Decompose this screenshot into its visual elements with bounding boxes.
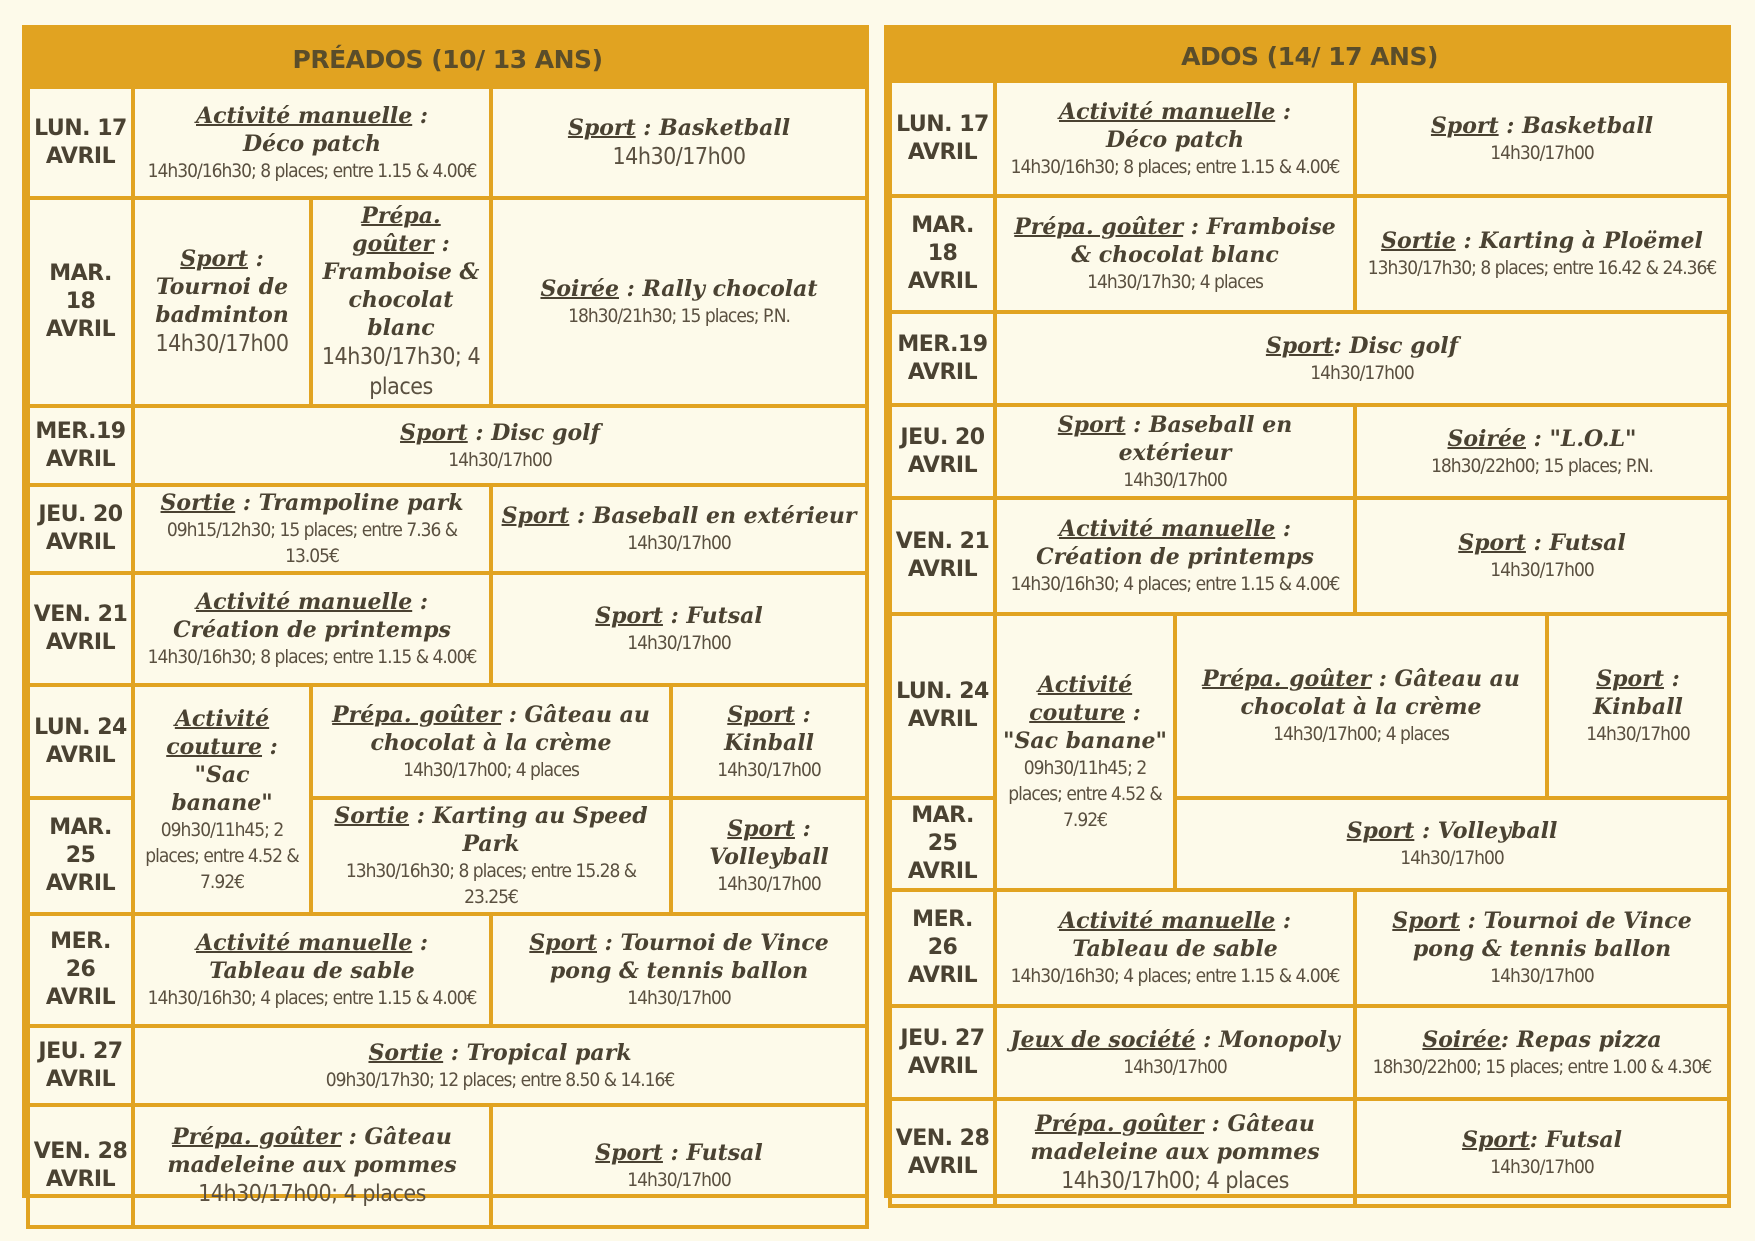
activity-sep: : [434,231,450,257]
day-label: VEN. 28 AVRIL [890,1099,995,1206]
activity-info: 14h30/17h00 [627,1169,731,1191]
activity-info: 14h30/17h00 [1123,468,1227,491]
activity-category: Sport [1265,332,1334,359]
activity-category: Sport [1057,411,1126,438]
activity-cell [1355,81,1729,196]
activity-category: Sport [1392,908,1460,934]
activity-name: Tournoi de Vince pong & tennis ballon [1412,908,1692,962]
activity-category: Soirée [1447,425,1526,452]
activity-info: 09h30/17h30; 12 places; entre 8.50 & 14.16€ [325,1068,675,1091]
activity-cell [491,198,867,406]
activity-category: Sortie [368,1039,444,1066]
activity-sep: : [1414,818,1438,844]
activity-name: Baseball en extérieur [1118,411,1293,466]
activity-sep: : [412,930,428,956]
activity-info: 14h30/16h30; 8 places; entre 1.15 & 4.00€ [1010,155,1340,178]
activity-name: Disc golf [1349,332,1459,359]
activity-name: Gâteau au chocolat à la crème [1240,666,1520,720]
day-label: MAR. 25 AVRIL [28,798,133,914]
activity-sep: : [1663,666,1680,692]
day-label: VEN. 21 AVRIL [28,573,133,685]
activity-info: 13h30/17h30; 8 places; entre 16.42 & 24.36€ [1367,257,1717,279]
activity-cell [491,1105,867,1227]
activity-category: Activité manuelle [196,930,413,956]
preados-table [26,29,869,1229]
activity-cell [671,798,867,914]
activity-category: Sport [567,114,636,141]
activity-info: 14h30/16h30; 4 places; entre 1.15 & 4.00€ [147,987,477,1009]
activity-info: 14h30/17h00; 4 places [198,1181,426,1207]
activity-info: 14h30/17h00 [717,873,821,895]
activity-name: Trampoline park [258,490,464,516]
activity-cell [311,798,671,914]
activity-info: 14h30/17h00 [627,532,731,554]
activity-cell [491,485,867,573]
activity-cell [133,87,491,198]
ados-schedule [884,25,1731,1198]
day-label: MER. 26 AVRIL [28,914,133,1026]
activity-name: Gâteau au chocolat à la crème [370,701,650,756]
activity-category: Jeux de société [1010,1026,1196,1053]
day-label: MER. 26 AVRIL [890,890,995,1006]
activity-cell [1355,196,1729,312]
activity-name: Futsal [1549,530,1626,556]
activity-info: 18h30/21h30; 15 places; P.N. [568,305,790,327]
activity-info: 14h30/17h00 [1490,1155,1594,1178]
day-label: JEU. 20 AVRIL [890,405,995,498]
activity-sep: : [409,803,433,829]
activity-cell [1547,614,1729,798]
activity-category: Activité manuelle [196,589,413,615]
activity-info: 14h30/17h00 [1490,559,1594,581]
activity-cell [995,614,1175,890]
activity-sep: : [794,701,811,728]
activity-name: Rally chocolat [642,276,818,302]
activity-cell [491,87,867,198]
activity-sep: : [501,701,525,728]
activity-category: Prépa. goûter [1035,1110,1204,1137]
activity-cell [671,685,867,798]
activity-category: Activité manuelle [1059,908,1276,934]
day-label: MAR. 25 AVRIL [890,798,995,890]
activity-category: Activité manuelle [196,102,413,129]
activity-name: Volleyball [709,844,829,870]
activity-sep: : [1500,1026,1517,1053]
activity-category: Sortie [334,803,410,829]
activity-cell [491,573,867,685]
activity-info: 14h30/16h30; 4 places; entre 1.15 & 4.00€ [1010,573,1340,595]
day-label: LUN. 17 AVRIL [890,81,995,196]
activity-category: Soirée [540,276,619,302]
activity-info: 14h30/17h00 [1310,361,1414,384]
activity-category: Prépa. goûter [1202,666,1372,692]
activity-info: 14h30/17h00 [448,448,552,471]
activity-name: Déco patch [1106,126,1244,153]
activity-sep: : [412,589,428,615]
day-label: JEU. 27 AVRIL [890,1006,995,1099]
day-label: MER.19 AVRIL [28,406,133,485]
activity-name: Gâteau madeleine aux pommes [167,1124,457,1178]
activity-name: Karting à Ploëmel [1479,228,1703,254]
activity-category: Sport [1458,530,1526,556]
activity-info: 09h15/12h30; 15 places; entre 7.36 & 13.05€ [166,519,458,567]
activity-sep: : [618,276,643,302]
activity-sep: : [443,1039,467,1066]
activity-sep: : [1459,908,1484,934]
activity-category: Sport [1596,666,1664,692]
day-label: MAR. 18 AVRIL [890,196,995,312]
activity-sep: : [247,246,264,272]
activity-info: 14h30/17h00 [627,632,731,654]
activity-name: Karting au Speed Park [432,803,648,857]
activity-name: Framboise & chocolat blanc [1071,214,1336,268]
activity-sep: : [1529,1126,1546,1153]
activity-cell [1355,1006,1729,1099]
activity-sep: : [1333,332,1350,359]
activity-cell [995,196,1355,312]
activity-category: Prépa. goûter [1014,214,1184,240]
day-label: VEN. 21 AVRIL [890,498,995,614]
activity-category: Activité couture [1029,672,1133,726]
activity-sep: : [262,733,278,760]
activity-category: Sortie [160,490,236,516]
activity-name: Gâteau madeleine aux pommes [1030,1110,1320,1165]
activity-cell [1355,1099,1729,1206]
activity-name: Tournoi de Vince pong & tennis ballon [549,930,829,984]
day-label: LUN. 24 AVRIL [28,685,133,798]
activity-sep: : [1275,516,1291,542]
activity-category: Sport [400,419,468,446]
activity-name: "L.O.L" [1549,425,1637,452]
activity-info: 14h30/17h00; 4 places [403,758,579,781]
activity-cell [133,485,491,573]
activity-info: 13h30/16h30; 8 places; entre 15.28 & 23.25€ [345,860,637,908]
activity-category: Prépa. goûter [352,203,441,257]
activity-sep: : [662,603,687,629]
activity-category: Sport [501,503,570,529]
activity-cell [995,1099,1355,1206]
activity-info: 09h30/11h45; 2 places; entre 4.52 & 7.92€ [1008,757,1162,831]
activity-category: Sport [727,701,795,728]
activity-name: Framboise & chocolat blanc [322,259,480,341]
activity-category: Activité manuelle [1059,516,1276,542]
day-label: LUN. 24 AVRIL [890,614,995,798]
day-label: JEU. 27 AVRIL [28,1026,133,1105]
activity-info: 14h30/16h30; 8 places; entre 1.15 & 4.00€ [147,159,477,182]
activity-category: Sport [1462,1126,1530,1153]
activity-category: Prépa. goûter [172,1124,341,1150]
activity-name: Tableau de sable [1072,936,1278,962]
activity-category: Sport [1430,112,1499,139]
activity-sep: : [1526,425,1550,452]
activity-category: Sortie [1381,228,1456,254]
activity-info: 14h30/17h30; 4 places [1087,271,1263,293]
activity-category: Sport [1346,818,1415,844]
activity-sep: : [467,419,492,446]
activity-name: Tournoi de badminton [155,274,289,328]
activity-sep: : [1183,214,1207,240]
activity-category: Sport [727,816,795,842]
activity-sep: : [1203,1110,1228,1137]
activity-category: Prépa. goûter [332,701,502,728]
activity-sep: : [1275,98,1291,125]
preados-schedule [22,25,869,1207]
activity-name: Baseball en extérieur [592,503,857,529]
activity-cell [133,914,491,1026]
ados-table [888,29,1731,1208]
activity-info: 14h30/17h00 [612,143,746,170]
activity-cell [133,573,491,685]
activity-name: Tropical park [466,1039,632,1066]
activity-sep: : [569,503,593,529]
activity-info: 14h30/17h00 [717,758,821,781]
activity-sep: : [235,490,259,516]
activity-name: "Sac banane" [171,761,273,816]
activity-sep: : [635,114,660,141]
activity-cell [1175,614,1547,798]
activity-sep: : [1195,1026,1219,1053]
activity-cell [995,81,1355,196]
activity-name: Kinball [724,729,814,756]
day-label: VEN. 28 AVRIL [28,1105,133,1227]
activity-cell [1175,798,1729,890]
activity-name: Tableau de sable [209,958,415,984]
activity-info: 14h30/17h00 [1586,723,1690,745]
activity-cell [995,498,1355,614]
activity-sep: : [1455,228,1480,254]
activity-info: 14h30/17h00 [627,987,731,1009]
activity-cell [995,1006,1355,1099]
activity-info: 14h30/16h30; 8 places; entre 1.15 & 4.00€ [147,646,477,668]
activity-sep: : [662,1140,687,1166]
activity-name: Monopoly [1218,1026,1340,1053]
activity-name: "Sac banane" [1003,728,1168,754]
activity-cell [995,312,1729,405]
activity-info: 14h30/17h00; 4 places [1061,1167,1289,1194]
activity-info: 18h30/22h00; 15 places; entre 1.00 & 4.30€ [1372,1055,1712,1078]
preados-header: PRÉADOS (10/ 13 ANS) [28,31,867,87]
activity-cell [133,198,311,406]
activity-cell [1355,498,1729,614]
activity-category: Activité manuelle [1059,98,1276,125]
activity-name: Volleyball [1437,818,1558,844]
activity-info: 14h30/17h00 [1400,847,1504,869]
activity-cell [491,914,867,1026]
day-label: JEU. 20 AVRIL [28,485,133,573]
activity-info: 18h30/22h00; 15 places; P.N. [1431,454,1653,477]
activity-info: 14h30/17h00 [1123,1055,1227,1078]
activity-name: Basketball [659,114,791,141]
activity-name: Basketball [1522,112,1654,139]
activity-cell [1355,890,1729,1006]
activity-category: Sport [595,1140,663,1166]
activity-name: Déco patch [243,130,381,157]
activity-sep: : [1371,666,1395,692]
activity-cell [133,1026,867,1105]
activity-sep: : [597,930,621,956]
activity-category: Activité couture [166,705,270,760]
activity-category: Sport [180,246,248,272]
activity-name: Création de printemps [1036,544,1314,570]
activity-info: 14h30/17h30; 4 places [321,344,481,400]
activity-sep: : [340,1124,365,1150]
activity-sep: : [1525,530,1550,556]
activity-cell [995,890,1355,1006]
activity-sep: : [1498,112,1523,139]
activity-cell [133,685,311,914]
activity-cell [133,406,867,485]
activity-info: 14h30/17h00 [155,331,289,357]
activity-info: 14h30/16h30; 4 places; entre 1.15 & 4.00€ [1010,965,1340,987]
activity-info: 14h30/17h00; 4 places [1273,723,1449,745]
activity-cell [995,405,1355,498]
activity-category: Sport [529,930,597,956]
ados-header: ADOS (14/ 17 ANS) [890,31,1729,81]
activity-sep: : [1125,700,1141,726]
day-label: MAR. 18 AVRIL [28,198,133,406]
activity-cell [133,1105,491,1227]
activity-cell [311,685,671,798]
activity-info: 09h30/11h45; 2 places; entre 4.52 & 7.92€ [145,818,299,893]
activity-info: 14h30/17h00 [1490,965,1594,987]
activity-name: Création de printemps [173,617,451,643]
activity-sep: : [794,816,811,842]
activity-name: Repas pizza [1516,1026,1662,1053]
activity-sep: : [1125,411,1149,438]
activity-name: Disc golf [491,419,600,446]
activity-name: Futsal [686,603,763,629]
activity-category: Soirée [1422,1026,1501,1053]
day-label: MER.19 AVRIL [890,312,995,405]
activity-cell [311,198,491,406]
activity-name: Kinball [1593,694,1683,720]
activity-name: Futsal [686,1140,763,1166]
activity-sep: : [412,102,428,129]
day-label: LUN. 17 AVRIL [28,87,133,198]
activity-category: Sport [595,603,663,629]
activity-sep: : [1275,908,1291,934]
activity-cell [1355,405,1729,498]
activity-name: Futsal [1545,1126,1622,1153]
activity-info: 14h30/17h00 [1490,141,1594,164]
